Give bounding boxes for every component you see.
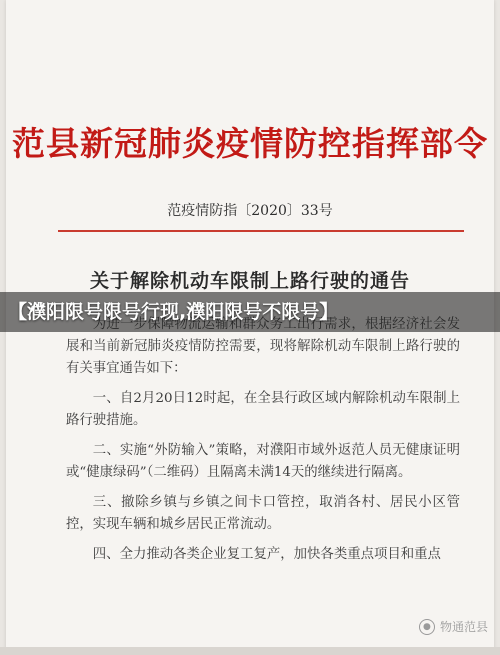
paragraph-item-3: 三、撤除乡镇与乡镇之间卡口管控，取消各村、居民小区管控，实现车辆和城乡居民正常流动。 — [66, 495, 460, 532]
paragraph-intro: 展和当前新冠肺炎疫情防控需要，现将解除机动车限制上路行驶的有关事宜通告如下： — [66, 339, 460, 376]
paragraph-item-1: 一、自2月20日12时起，在全县行政区域内解除机动车限制上路行驶措施。 — [66, 391, 460, 428]
headline-overlay-text: 【濮阳限号限号行现,濮阳限号不限号】 — [8, 301, 339, 323]
bottom-strip — [0, 647, 500, 655]
document-header-title: 范县新冠肺炎疫情防控指挥部令 — [12, 124, 488, 163]
red-divider — [58, 230, 464, 232]
notice-body — [66, 314, 460, 574]
watermark-text: 物通范县 — [439, 620, 488, 634]
document-number: 范疫情防指〔2020〕33号 — [167, 203, 333, 219]
wechat-logo-icon: ● — [419, 619, 435, 635]
source-watermark — [419, 618, 488, 635]
notice-title: 关于解除机动车限制上路行驶的通告 — [89, 270, 410, 292]
paragraph-item-2: 二、实施“外防输入”策略，对濮阳市域外返范人员无健康证明或“健康绿码”（二维码）且隔离未满14天的继续进行隔离。 — [66, 443, 460, 480]
paragraph-item-4: 四、全力推动各类企业复工复产，加快各类重点项目和重点 — [92, 547, 441, 562]
